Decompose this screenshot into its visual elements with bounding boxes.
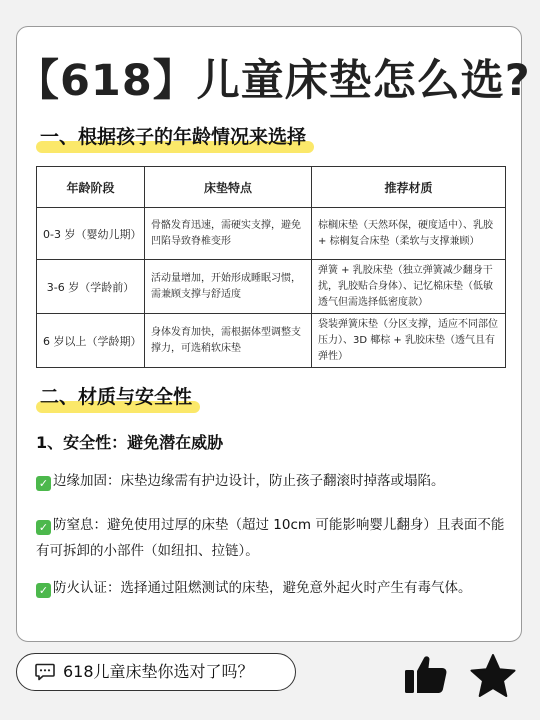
check-icon: ✓ [36,583,51,598]
table-cell: 骨骼发育迅速，需硬实支撑，避免凹陷导致脊椎变形 [145,208,312,260]
subheading-safety: 1、安全性：避免潜在威胁 [36,433,224,452]
column-header: 年龄阶段 [37,167,145,208]
age-table [36,166,506,368]
check-icon: ✓ [36,476,51,491]
column-header: 床垫特点 [145,167,312,208]
comment-input-bar[interactable] [16,653,296,691]
comment-prompt-text: 618儿童床垫你选对了吗？ [63,662,254,681]
table-row [37,314,506,368]
comment-icon [35,663,55,681]
check-icon: ✓ [36,520,51,535]
table-cell: 身体发育加快，需根据体型调整支撑力，可选稍软床垫 [145,314,312,368]
list-item-text: 边缘加固：床垫边缘需有护边设计，防止孩子翻滚时掉落或塌陷。 [53,473,445,489]
section-heading-material [40,384,192,410]
table-header-row [37,167,506,208]
table-cell: 0-3 岁（婴幼儿期） [37,208,145,260]
list-item-text: 防窒息：避免使用过厚的床垫（超过 10cm 可能影响婴儿翻身）且表面不能有可拆卸的小部件（如纽扣、拉链）。 [36,517,505,559]
thumbs-up-icon[interactable] [404,654,448,694]
star-icon[interactable] [470,654,516,698]
list-item [36,575,506,601]
list-item [36,512,506,564]
list-item [36,468,506,494]
section-heading-age [40,124,306,150]
table-cell: 弹簧 + 乳胶床垫（独立弹簧减少翻身干扰，乳胶贴合身体）、记忆棉床垫（低敏透气但需选择低密度款） [312,260,506,314]
table-cell: 袋装弹簧床垫（分区支撑，适应不同部位压力）、3D 椰棕 + 乳胶床垫（透气且有弹性） [312,314,506,368]
column-header: 推荐材质 [312,167,506,208]
page-title: 【618】儿童床垫怎么选? [16,56,531,106]
table-row [37,208,506,260]
table-cell: 棕榈床垫（天然环保，硬度适中）、乳胶 + 棕榈复合床垫（柔软与支撑兼顾） [312,208,506,260]
table-cell: 6 岁以上（学龄期） [37,314,145,368]
section-heading-text: 二、材质与安全性 [40,386,193,408]
list-item-text: 防火认证：选择通过阻燃测试的床垫，避免意外起火时产生有毒气体。 [53,580,472,596]
table-row [37,260,506,314]
section-heading-text: 一、根据孩子的年龄情况来选择 [40,126,307,148]
table-cell: 活动量增加，开始形成睡眠习惯，需兼顾支撑与舒适度 [145,260,312,314]
table-cell: 3-6 岁（学龄前） [37,260,145,314]
